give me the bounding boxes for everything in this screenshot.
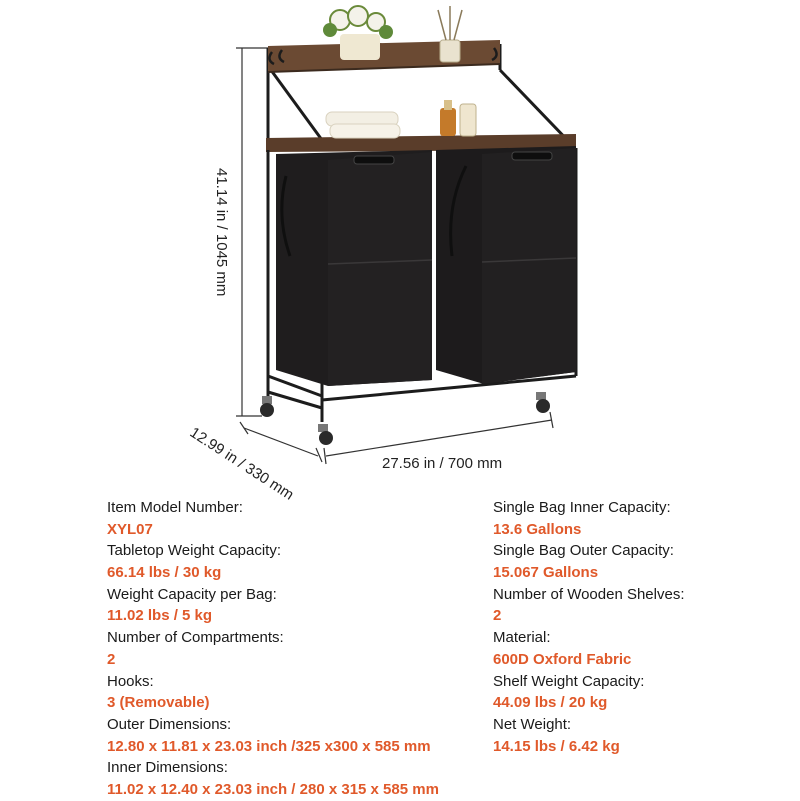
- caster-wheel-icon: [260, 392, 550, 445]
- spec-outer-dimensions: [107, 714, 439, 757]
- spec-value: XYL07: [107, 520, 153, 538]
- spec-label: Number of Compartments:: [107, 629, 284, 647]
- spec-outer-capacity: [493, 540, 685, 583]
- spec-wooden-shelves: [493, 584, 685, 627]
- height-dimension-label: 41.14 in / 1045 mm: [213, 168, 230, 297]
- spec-shelf-capacity: [493, 671, 685, 714]
- spec-tabletop-capacity: [107, 540, 439, 583]
- spec-inner-dimensions: [107, 757, 439, 800]
- spec-value: 14.15 lbs / 6.42 kg: [493, 737, 620, 755]
- spec-value: 2: [493, 607, 502, 625]
- spec-value: 11.02 lbs / 5 kg: [107, 607, 213, 625]
- spec-label: Outer Dimensions:: [107, 715, 232, 733]
- spec-value: 66.14 lbs / 30 kg: [107, 564, 222, 582]
- spec-value: 12.80 x 11.81 x 23.03 inch /325 x300 x 585 mm: [107, 737, 431, 755]
- spec-material: [493, 627, 685, 670]
- spec-net-weight: [493, 714, 685, 757]
- spec-label: Single Bag Inner Capacity:: [493, 499, 671, 516]
- laundry-bag-right: [436, 146, 576, 384]
- spec-column-left: [107, 497, 439, 801]
- spec-column-right: [493, 497, 685, 757]
- depth-dimension-label: 12.99 in / 330 mm: [186, 424, 297, 504]
- spec-value: 2: [107, 650, 116, 668]
- spec-label: Shelf Weight Capacity:: [493, 672, 645, 690]
- spec-compartments: [107, 627, 439, 670]
- diffuser-icon: [438, 6, 462, 62]
- width-dimension-label: 27.56 in / 700 mm: [382, 455, 503, 472]
- spec-label: Item Model Number:: [107, 499, 243, 516]
- spec-inner-capacity: [493, 497, 685, 540]
- spec-value: 11.02 x 12.40 x 23.03 inch / 280 x 315 x 585 mm: [107, 780, 439, 798]
- spec-hooks: [107, 671, 439, 714]
- spec-label: Material:: [493, 629, 551, 647]
- spec-bag-capacity: [107, 584, 439, 627]
- spec-label: Tabletop Weight Capacity:: [107, 542, 281, 560]
- towel-icon: [326, 112, 400, 138]
- spec-label: Inner Dimensions:: [107, 759, 228, 777]
- spec-value: 44.09 lbs / 20 kg: [493, 694, 608, 712]
- spec-label: Hooks:: [107, 672, 154, 690]
- spec-value: 600D Oxford Fabric: [493, 650, 632, 668]
- laundry-bag-left: [276, 150, 432, 386]
- spec-value: 3 (Removable): [107, 694, 210, 712]
- spec-value: 13.6 Gallons: [493, 520, 582, 538]
- spec-label: Number of Wooden Shelves:: [493, 585, 685, 603]
- spec-label: Single Bag Outer Capacity:: [493, 542, 674, 560]
- spec-label: Net Weight:: [493, 715, 572, 733]
- bottle-icon: [440, 100, 476, 136]
- spec-value: 15.067 Gallons: [493, 564, 599, 582]
- spec-item-model: [107, 497, 439, 540]
- spec-label: Weight Capacity per Bag:: [107, 585, 277, 603]
